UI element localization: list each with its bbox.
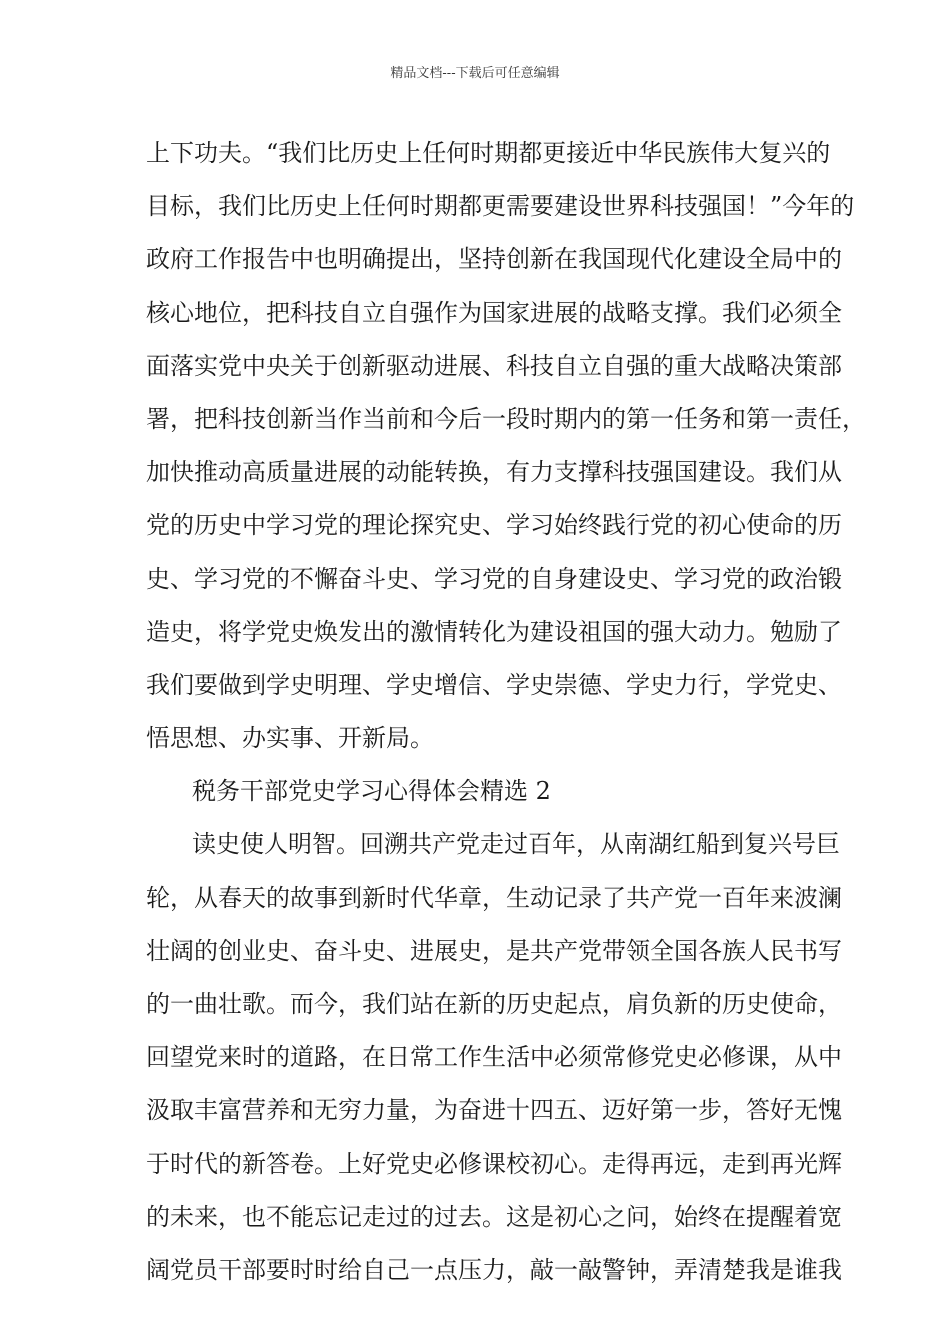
text-line: 目标，我们比历史上任何时期都更需要建设世界科技强国！”今年的 [146, 192, 855, 221]
text-line: 署，把科技创新当作当前和今后一段时期内的第一任务和第一责任， [146, 404, 866, 433]
text-line: 史、学习党的不懈奋斗史、学习党的自身建设史、学习党的政治锻 [146, 564, 842, 593]
text-line: 的未来，也不能忘记走过的过去。这是初心之问，始终在提醒着宽 [146, 1202, 842, 1231]
text-line: 面落实党中央关于创新驱动进展、科技自立自强的重大战略决策部 [146, 351, 842, 380]
text-line: 的一曲壮歌。而今，我们站在新的历史起点，肩负新的历史使命， [146, 990, 842, 1018]
text-line: 政府工作报告中也明确提出，坚持创新在我国现代化建设全局中的 [146, 245, 842, 274]
text-line: 壮阔的创业史、奋斗史、进展史，是共产党带领全国各族人民书写 [146, 936, 842, 965]
page-header: 精品文档---下载后可任意编辑 [390, 66, 560, 81]
text-line: 悟思想、办实事、开新局。 [146, 724, 434, 753]
text-line: 读史使人明智。回溯共产党走过百年，从南湖红船到复兴号巨 [192, 830, 840, 859]
text-line: 造史，将学党史焕发出的激情转化为建设祖国的强大动力。勉励了 [146, 617, 842, 646]
text-line: 汲取丰富营养和无穷力量，为奋进十四五、迈好第一步，答好无愧 [146, 1096, 842, 1125]
document-body [146, 128, 866, 1298]
text-line: 回望党来时的道路，在日常工作生活中必须常修党史必修课，从中 [146, 1043, 842, 1072]
text-line: 加快推动高质量进展的动能转换，有力支撑科技强国建设。我们从 [146, 458, 842, 487]
text-line: 轮，从春天的故事到新时代华章，生动记录了共产党一百年来波澜 [146, 883, 842, 912]
text-line: 党的历史中学习党的理论探究史、学习始终践行党的初心使命的历 [146, 511, 842, 540]
text-line: 阔党员干部要时时给自己一点压力，敲一敲警钟，弄清楚我是谁我 [146, 1255, 842, 1284]
text-line: 我们要做到学史明理、学史增信、学史崇德、学史力行，学党史、 [146, 670, 842, 699]
text-line: 核心地位，把科技自立自强作为国家进展的战略支撑。我们必须全 [146, 298, 842, 327]
section-heading: 税务干部党史学习心得体会精选 2 [192, 777, 551, 806]
text-line: 上下功夫。“我们比历史上任何时期都更接近中华民族伟大复兴的 [146, 139, 831, 167]
text-line: 于时代的新答卷。上好党史必修课校初心。走得再远，走到再光辉 [146, 1149, 842, 1178]
